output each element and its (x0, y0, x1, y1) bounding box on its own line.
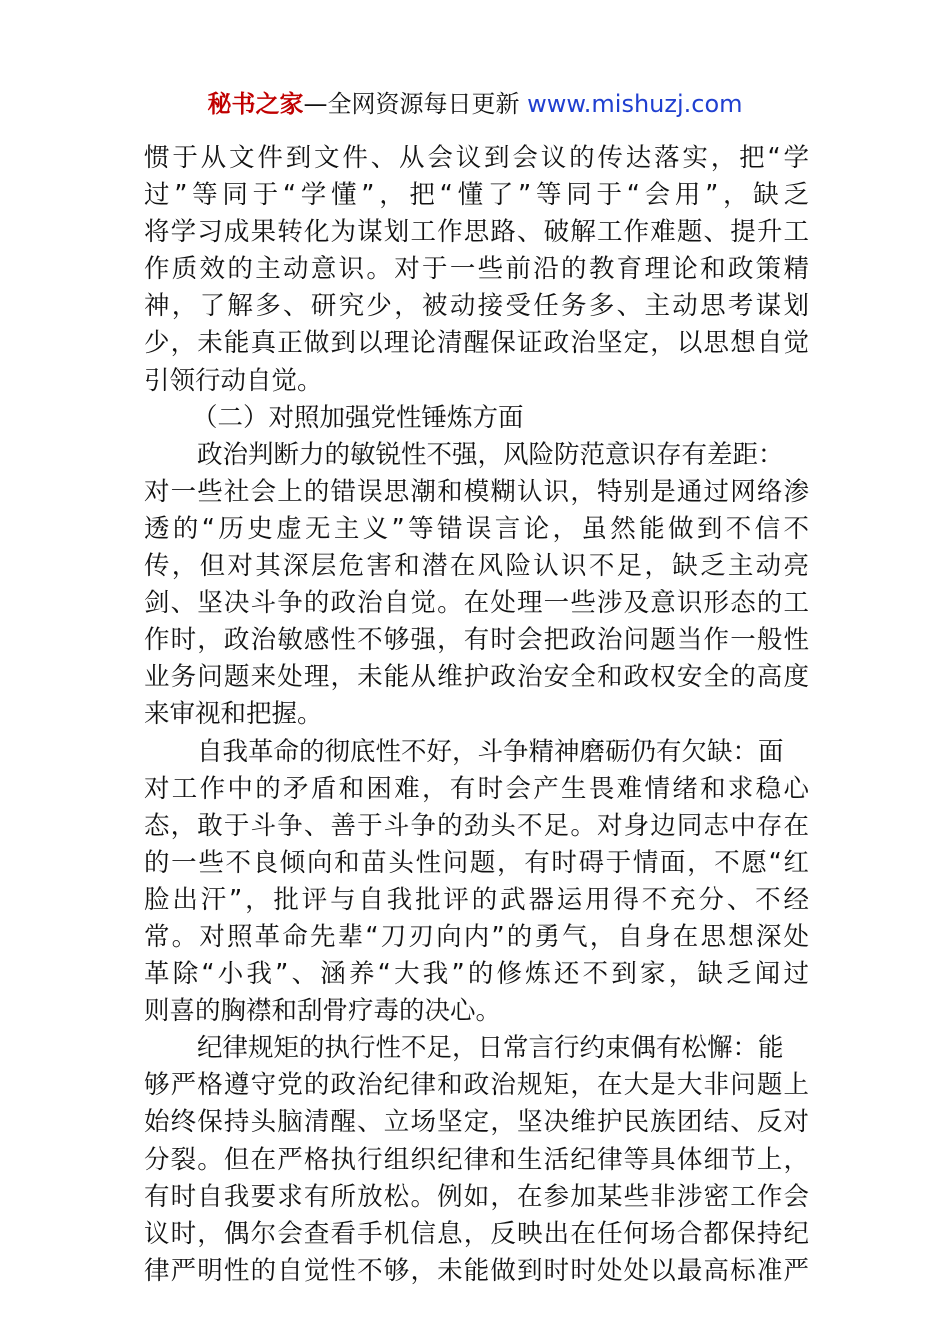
text-line: 有时自我要求有所放松。例如，在参加某些非涉密工作会 (144, 1181, 809, 1212)
text-line: 来审视和把握。 (144, 699, 323, 730)
text-line: 则喜的胸襟和刮骨疗毒的决心。 (144, 996, 502, 1027)
text-line: 将学习成果转化为谋划工作思路、破解工作难题、提升工 (144, 217, 809, 248)
text-line: 惯于从文件到文件、从会议到会议的传达落实，把“学 (144, 143, 809, 173)
text-line: 作时，政治敏感性不够强，有时会把政治问题当作一般性 (144, 625, 809, 656)
header-tagline: —全网资源每日更新 (303, 90, 528, 118)
text-line: （二）对照加强党性锤炼方面 (192, 402, 524, 433)
text-line: 少，未能真正做到以理论清醒保证政治坚定，以思想自觉 (144, 328, 809, 359)
text-line: 态，敢于斗争、善于斗争的劲头不足。对身边同志中存在 (144, 810, 809, 841)
site-url[interactable]: www.mishuzj.com (527, 90, 743, 118)
brand-name: 秘书之家 (207, 90, 304, 118)
text-line: 剑、坚决斗争的政治自觉。在处理一些涉及意识形态的工 (144, 588, 809, 619)
document-body (144, 140, 809, 1290)
text-line: 分裂。但在严格执行组织纪律和生活纪律等具体细节上， (144, 1144, 809, 1175)
text-line: 透的“历史虚无主义”等错误言论，虽然能做到不信不 (144, 513, 809, 544)
text-line: 对工作中的矛盾和困难，有时会产生畏难情绪和求稳心 (144, 773, 809, 804)
text-line: 引领行动自觉。 (144, 365, 323, 396)
page-header (0, 88, 950, 120)
text-line: 神，了解多、研究少，被动接受任务多、主动思考谋划 (144, 291, 809, 322)
text-line: 纪律规矩的执行性不足，日常言行约束偶有松懈：能 (197, 1033, 784, 1064)
text-line: 始终保持头脑清醒、立场坚定，坚决维护民族团结、反对 (144, 1107, 809, 1138)
text-line: 政治判断力的敏锐性不强，风险防范意识存有差距： (197, 439, 784, 470)
text-line: 自我革命的彻底性不好，斗争精神磨砺仍有欠缺：面 (197, 736, 784, 767)
text-line: 过”等同于“学懂”，把“懂了”等同于“会用”，缺乏 (144, 180, 809, 211)
text-line: 业务问题来处理，未能从维护政治安全和政权安全的高度 (144, 662, 809, 693)
text-line: 对一些社会上的错误思潮和模糊认识，特别是通过网络渗 (144, 476, 809, 507)
text-line: 常。对照革命先辈“刀刃向内”的勇气，自身在思想深处 (144, 921, 809, 952)
text-line: 脸出汗”，批评与自我批评的武器运用得不充分、不经 (144, 884, 809, 915)
text-line: 作质效的主动意识。对于一些前沿的教育理论和政策精 (144, 254, 809, 285)
text-line: 的一些不良倾向和苗头性问题，有时碍于情面，不愿“红 (144, 847, 809, 878)
text-line: 传，但对其深层危害和潜在风险认识不足，缺乏主动亮 (144, 551, 809, 582)
text-line: 律严明性的自觉性不够，未能做到时时处处以最高标准严 (144, 1255, 809, 1286)
text-line: 够严格遵守党的政治纪律和政治规矩，在大是大非问题上 (144, 1070, 809, 1101)
text-line: 议时，偶尔会查看手机信息，反映出在任何场合都保持纪 (144, 1218, 809, 1249)
text-line: 革除“小我”、涵养“大我”的修炼还不到家，缺乏闻过 (144, 959, 809, 990)
